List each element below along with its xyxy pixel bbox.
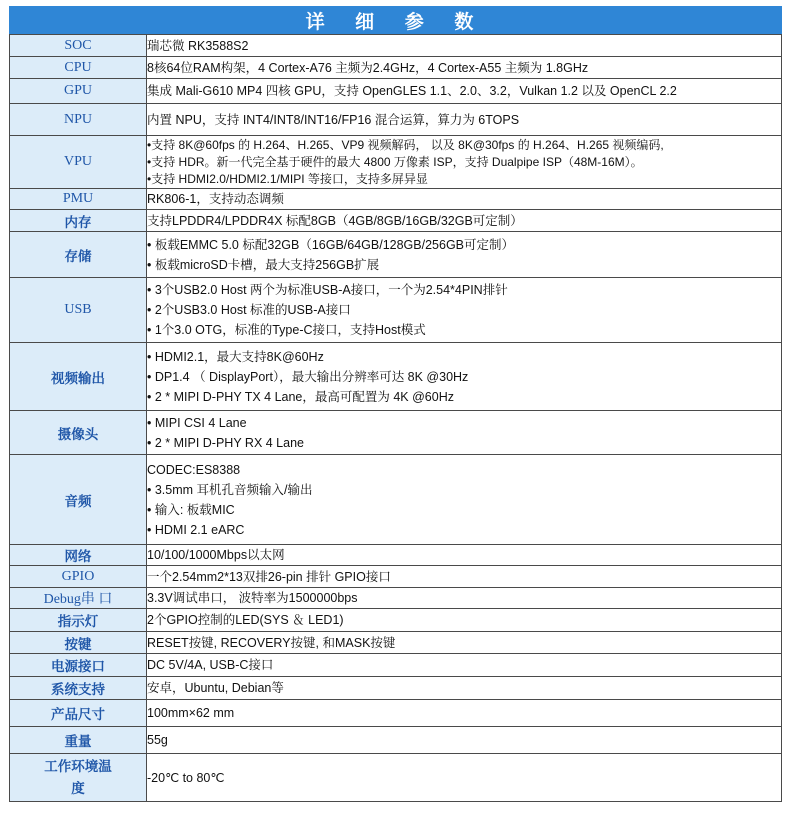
row-label: USB [10, 278, 147, 343]
row-label: 指示灯 [10, 609, 147, 632]
table-row [10, 654, 782, 677]
row-value: -20℃ to 80℃ [147, 754, 782, 802]
row-value: •支持 8K@60fps 的 H.264、H.265、VP9 视频解码， 以及 8K@30fps 的 H.264、H.265 视频编码, •支持 HDR。新一代完全基于硬件的最大 4800 万像素 ISP，支持 Dualpipe ISP（48M-16M）。 •支持 HDMI2.0/HDMI2.1/MIPI 等接口，支持多屏异显 [147, 136, 782, 189]
row-value: CODEC:ES8388 • 3.5mm 耳机孔音频输入/输出 • 输入: 板载MIC • HDMI 2.1 eARC [147, 455, 782, 545]
table-row [10, 411, 782, 455]
table-row [10, 35, 782, 57]
table-row [10, 136, 782, 189]
row-label: 网络 [10, 545, 147, 566]
row-label: GPIO [10, 566, 147, 588]
row-value: • 板载EMMC 5.0 标配32GB（16GB/64GB/128GB/256GB可定制） • 板载microSD卡槽，最大支持256GB扩展 [147, 232, 782, 278]
row-value: • MIPI CSI 4 Lane • 2 * MIPI D-PHY RX 4 Lane [147, 411, 782, 455]
table-row [10, 455, 782, 545]
row-value: DC 5V/4A, USB-C接口 [147, 654, 782, 677]
table-row [10, 545, 782, 566]
row-value: • 3个USB2.0 Host 两个为标准USB-A接口，一个为2.54*4PIN排针 • 2个USB3.0 Host 标准的USB-A接口 • 1个3.0 OTG，标准的Type-C接口，支持Host模式 [147, 278, 782, 343]
row-label: PMU [10, 189, 147, 210]
row-value: RESET按键, RECOVERY按键, 和MASK按键 [147, 632, 782, 654]
row-label: 视频输出 [10, 343, 147, 411]
row-label: 工作环境温度 [10, 754, 147, 802]
row-value: 集成 Mali-G610 MP4 四核 GPU，支持 OpenGLES 1.1、2.0、3.2，Vulkan 1.2 以及 OpenCL 2.2 [147, 79, 782, 104]
table-row [10, 343, 782, 411]
row-label: GPU [10, 79, 147, 104]
row-value: 8核64位RAM构架，4 Cortex-A76 主频为2.4GHz，4 Cortex-A55 主频为 1.8GHz [147, 57, 782, 79]
table-row [10, 79, 782, 104]
row-value: 安卓，Ubuntu, Debian等 [147, 677, 782, 700]
table-row [10, 700, 782, 727]
row-value: RK806-1，支持动态调频 [147, 189, 782, 210]
table-row [10, 232, 782, 278]
row-label: SOC [10, 35, 147, 57]
table-row [10, 727, 782, 754]
table-row [10, 632, 782, 654]
row-value: 10/100/1000Mbps以太网 [147, 545, 782, 566]
row-value: 55g [147, 727, 782, 754]
table-row [10, 754, 782, 802]
row-label: 按键 [10, 632, 147, 654]
row-label: VPU [10, 136, 147, 189]
row-label: CPU [10, 57, 147, 79]
row-label: 系统支持 [10, 677, 147, 700]
table-row [10, 588, 782, 609]
table-row [10, 189, 782, 210]
row-label: 产品尺寸 [10, 700, 147, 727]
row-label: 重量 [10, 727, 147, 754]
table-row [10, 57, 782, 79]
row-value: 一个2.54mm2*13双排26-pin 排针 GPIO接口 [147, 566, 782, 588]
row-label: 摄像头 [10, 411, 147, 455]
row-label: 音频 [10, 455, 147, 545]
row-label: NPU [10, 104, 147, 136]
row-value: • HDMI2.1，最大支持8K@60Hz • DP1.4 （ DisplayPort），最大输出分辨率可达 8K @30Hz • 2 * MIPI D-PHY TX 4 Lane，最高可配置为 4K @60Hz [147, 343, 782, 411]
spec-table [9, 34, 782, 802]
table-row [10, 104, 782, 136]
table-row [10, 566, 782, 588]
row-value: 2个GPIO控制的LED(SYS ＆ LED1) [147, 609, 782, 632]
row-label: Debug串 口 [10, 588, 147, 609]
row-label: 电源接口 [10, 654, 147, 677]
table-row [10, 677, 782, 700]
table-row [10, 278, 782, 343]
row-label: 存储 [10, 232, 147, 278]
page-title: 详 细 参 数 [9, 6, 782, 34]
table-row [10, 210, 782, 232]
row-value: 瑞芯微 RK3588S2 [147, 35, 782, 57]
row-value: 3.3V调试串口， 波特率为1500000bps [147, 588, 782, 609]
row-value: 支持LPDDR4/LPDDR4X 标配8GB（4GB/8GB/16GB/32GB可定制） [147, 210, 782, 232]
table-row [10, 609, 782, 632]
row-value: 100mm×62 mm [147, 700, 782, 727]
row-value: 内置 NPU，支持 INT4/INT8/INT16/FP16 混合运算，算力为 6TOPS [147, 104, 782, 136]
row-label: 内存 [10, 210, 147, 232]
